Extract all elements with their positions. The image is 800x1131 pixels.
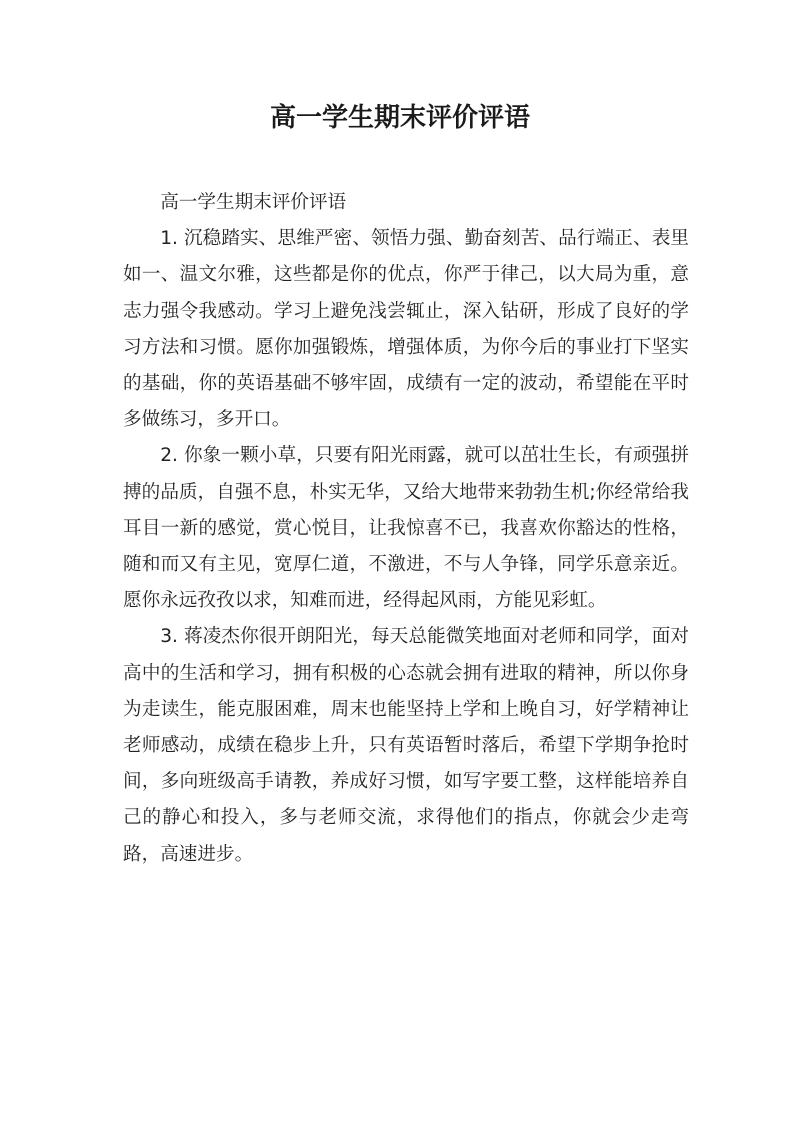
comment-paragraph-3: 3. 蒋凌杰你很开朗阳光，每天总能微笑地面对老师和同学，面对高中的生活和学习，拥有积极的心态就会拥有进取的精神，所以你身为走读生，能克服困难，周末也能坚持上学和上晚自习，好学精神让老师感动，成绩在稳步上升，只有英语暂时落后，希望下学期争抢时间，多向班级高手请教，养成好习惯，如写字要工整，这样能培养自己的静心和投入，多与老师交流，求得他们的指点，你就会少走弯路，高速进步。 [123,626,689,865]
document-subtitle: 高一学生期末评价评语 [160,192,347,213]
comment-paragraph-1: 1. 沉稳踏实、思维严密、领悟力强、勤奋刻苦、品行端正、表里如一、温文尔雅，这些都是你的优点，你严于律己，以大局为重，意志力强令我感动。学习上避免浅尝辄止，深入钻研，形成了良好的学习方法和习惯。愿你加强锻炼，增强体质，为你今后的事业打下坚实的基础，你的英语基础不够牢固，成绩有一定的波动，希望能在平时多做练习，多开口。 [123,228,689,431]
comment-paragraph-2: 2. 你象一颗小草，只要有阳光雨露，就可以茁壮生长，有顽强拼搏的品质，自强不息，朴实无华，又给大地带来勃勃生机;你经常给我耳目一新的感觉，赏心悦目，让我惊喜不已，我喜欢你豁达的性格，随和而又有主见，宽厚仁道，不激进，不与人争锋，同学乐意亲近。愿你永远孜孜以求，知难而进，经得起风雨，方能见彩虹。 [123,445,689,612]
document-body [123,185,689,873]
page-title: 高一学生期末评价评语 [269,103,530,133]
